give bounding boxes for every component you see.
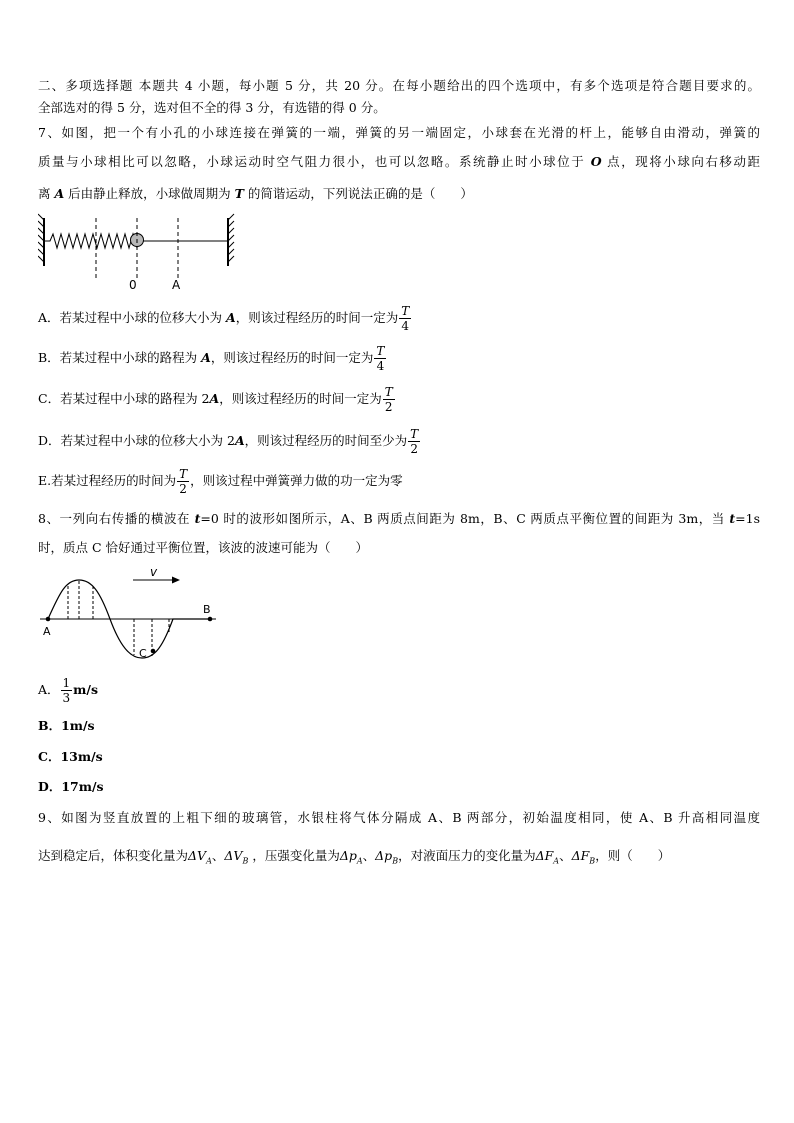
- q7-stem-line2: 质量与小球相比可以忽略，小球运动时空气阻力很小，也可以忽略。系统静止时小球位于 O 点，现将小球向右移动距: [38, 154, 760, 169]
- q8-option-d: D．17m/s: [38, 779, 104, 794]
- q7-option-a: A．若某过程中小球的位移大小为 A，则该过程经历的时间一定为 $\frac{T}{4}$: [38, 304, 410, 333]
- fraction: $\frac{T}{2}$: [384, 385, 393, 414]
- section-heading-line1: 二、多项选择题 本题共 4 小题，每小题 5 分，共 20 分。在每小题给出的四个选项中，有多个选项是符合题目要求的。: [38, 78, 760, 93]
- section-heading-line2: 全部选对的得 5 分，选对但不全的得 3 分，有选错的得 0 分。: [38, 100, 386, 115]
- q7-option-d: D．若某过程中小球的位移大小为 2A，则该过程经历的时间至少为 $\frac{T}{2}$: [38, 427, 419, 456]
- label-b: B: [203, 603, 211, 616]
- q7-option-c: C．若某过程中小球的路程为 2A，则该过程经历的时间一定为 $\frac{T}{2}$: [38, 385, 393, 414]
- q7-stem-line1: 7、如图，把一个有小孔的小球连接在弹簧的一端，弹簧的另一端固定，小球套在光滑的杆上，能够自由滑动，弹簧的: [38, 125, 760, 140]
- q7-spring-figure: [38, 212, 248, 292]
- q8-option-c: C．13m/s: [38, 749, 103, 764]
- wave-dashed-lines: [68, 580, 188, 656]
- q8-stem-line2: 时，质点 C 恰好通过平衡位置，该波的波速可能为（ ）: [38, 540, 369, 555]
- point-a: [46, 617, 51, 622]
- q9-stem-line2: 达到稳定后，体积变化量为$\Delta V_A$、$\Delta V_B$ ，压强变化量为$\Delta p_A$、$\Delta p_B$，对液面压力的变化量为$\Delta F_A$、$\Delta F_B$，则（ ）: [38, 848, 671, 866]
- spring: [44, 234, 138, 248]
- q7-option-e: E.若某过程经历的时间为 $\frac{T}{2}$ ，则该过程中弹簧弹力做的功一定为零: [38, 467, 403, 496]
- label-v: v: [150, 565, 158, 579]
- q7-stem-line3: 离 A 后由静止释放，小球做周期为 T 的简谐运动，下列说法正确的是（ ）: [38, 186, 473, 201]
- point-c: [151, 649, 156, 654]
- q7-option-b: B．若某过程中小球的路程为 A，则该过程经历的时间一定为 $\frac{T}{4}$: [38, 344, 385, 373]
- q8-wave-figure: [38, 564, 228, 668]
- fraction: $\frac{T}{2}$: [179, 467, 188, 496]
- q8-option-a: A． $\frac{1}{3}$ m/s: [38, 676, 99, 705]
- fraction: $\frac{T}{4}$: [376, 344, 385, 373]
- fraction: $\frac{T}{4}$: [401, 304, 410, 333]
- point-b: [208, 617, 213, 622]
- label-o: 0: [129, 278, 137, 292]
- fraction: $\frac{T}{2}$: [410, 427, 419, 456]
- velocity-arrowhead: [172, 577, 180, 584]
- fraction: $\frac{1}{3}$: [62, 676, 71, 705]
- q9-stem-line1: 9、如图为竖直放置的上粗下细的玻璃管，水银柱将气体分隔成 A、B 两部分，初始温度相同，使 A、B 升高相同温度: [38, 810, 760, 825]
- label-c: C: [139, 647, 147, 660]
- q8-option-b: B．1m/s: [38, 718, 95, 733]
- q8-stem-line1: 8、一列向右传播的横波在 t=0 时的波形如图所示，A、B 两质点间距为 8m，B、C 两质点平衡位置的间距为 3m，当 t=1s: [38, 511, 760, 526]
- label-a: A: [172, 278, 181, 292]
- label-a: A: [43, 625, 51, 638]
